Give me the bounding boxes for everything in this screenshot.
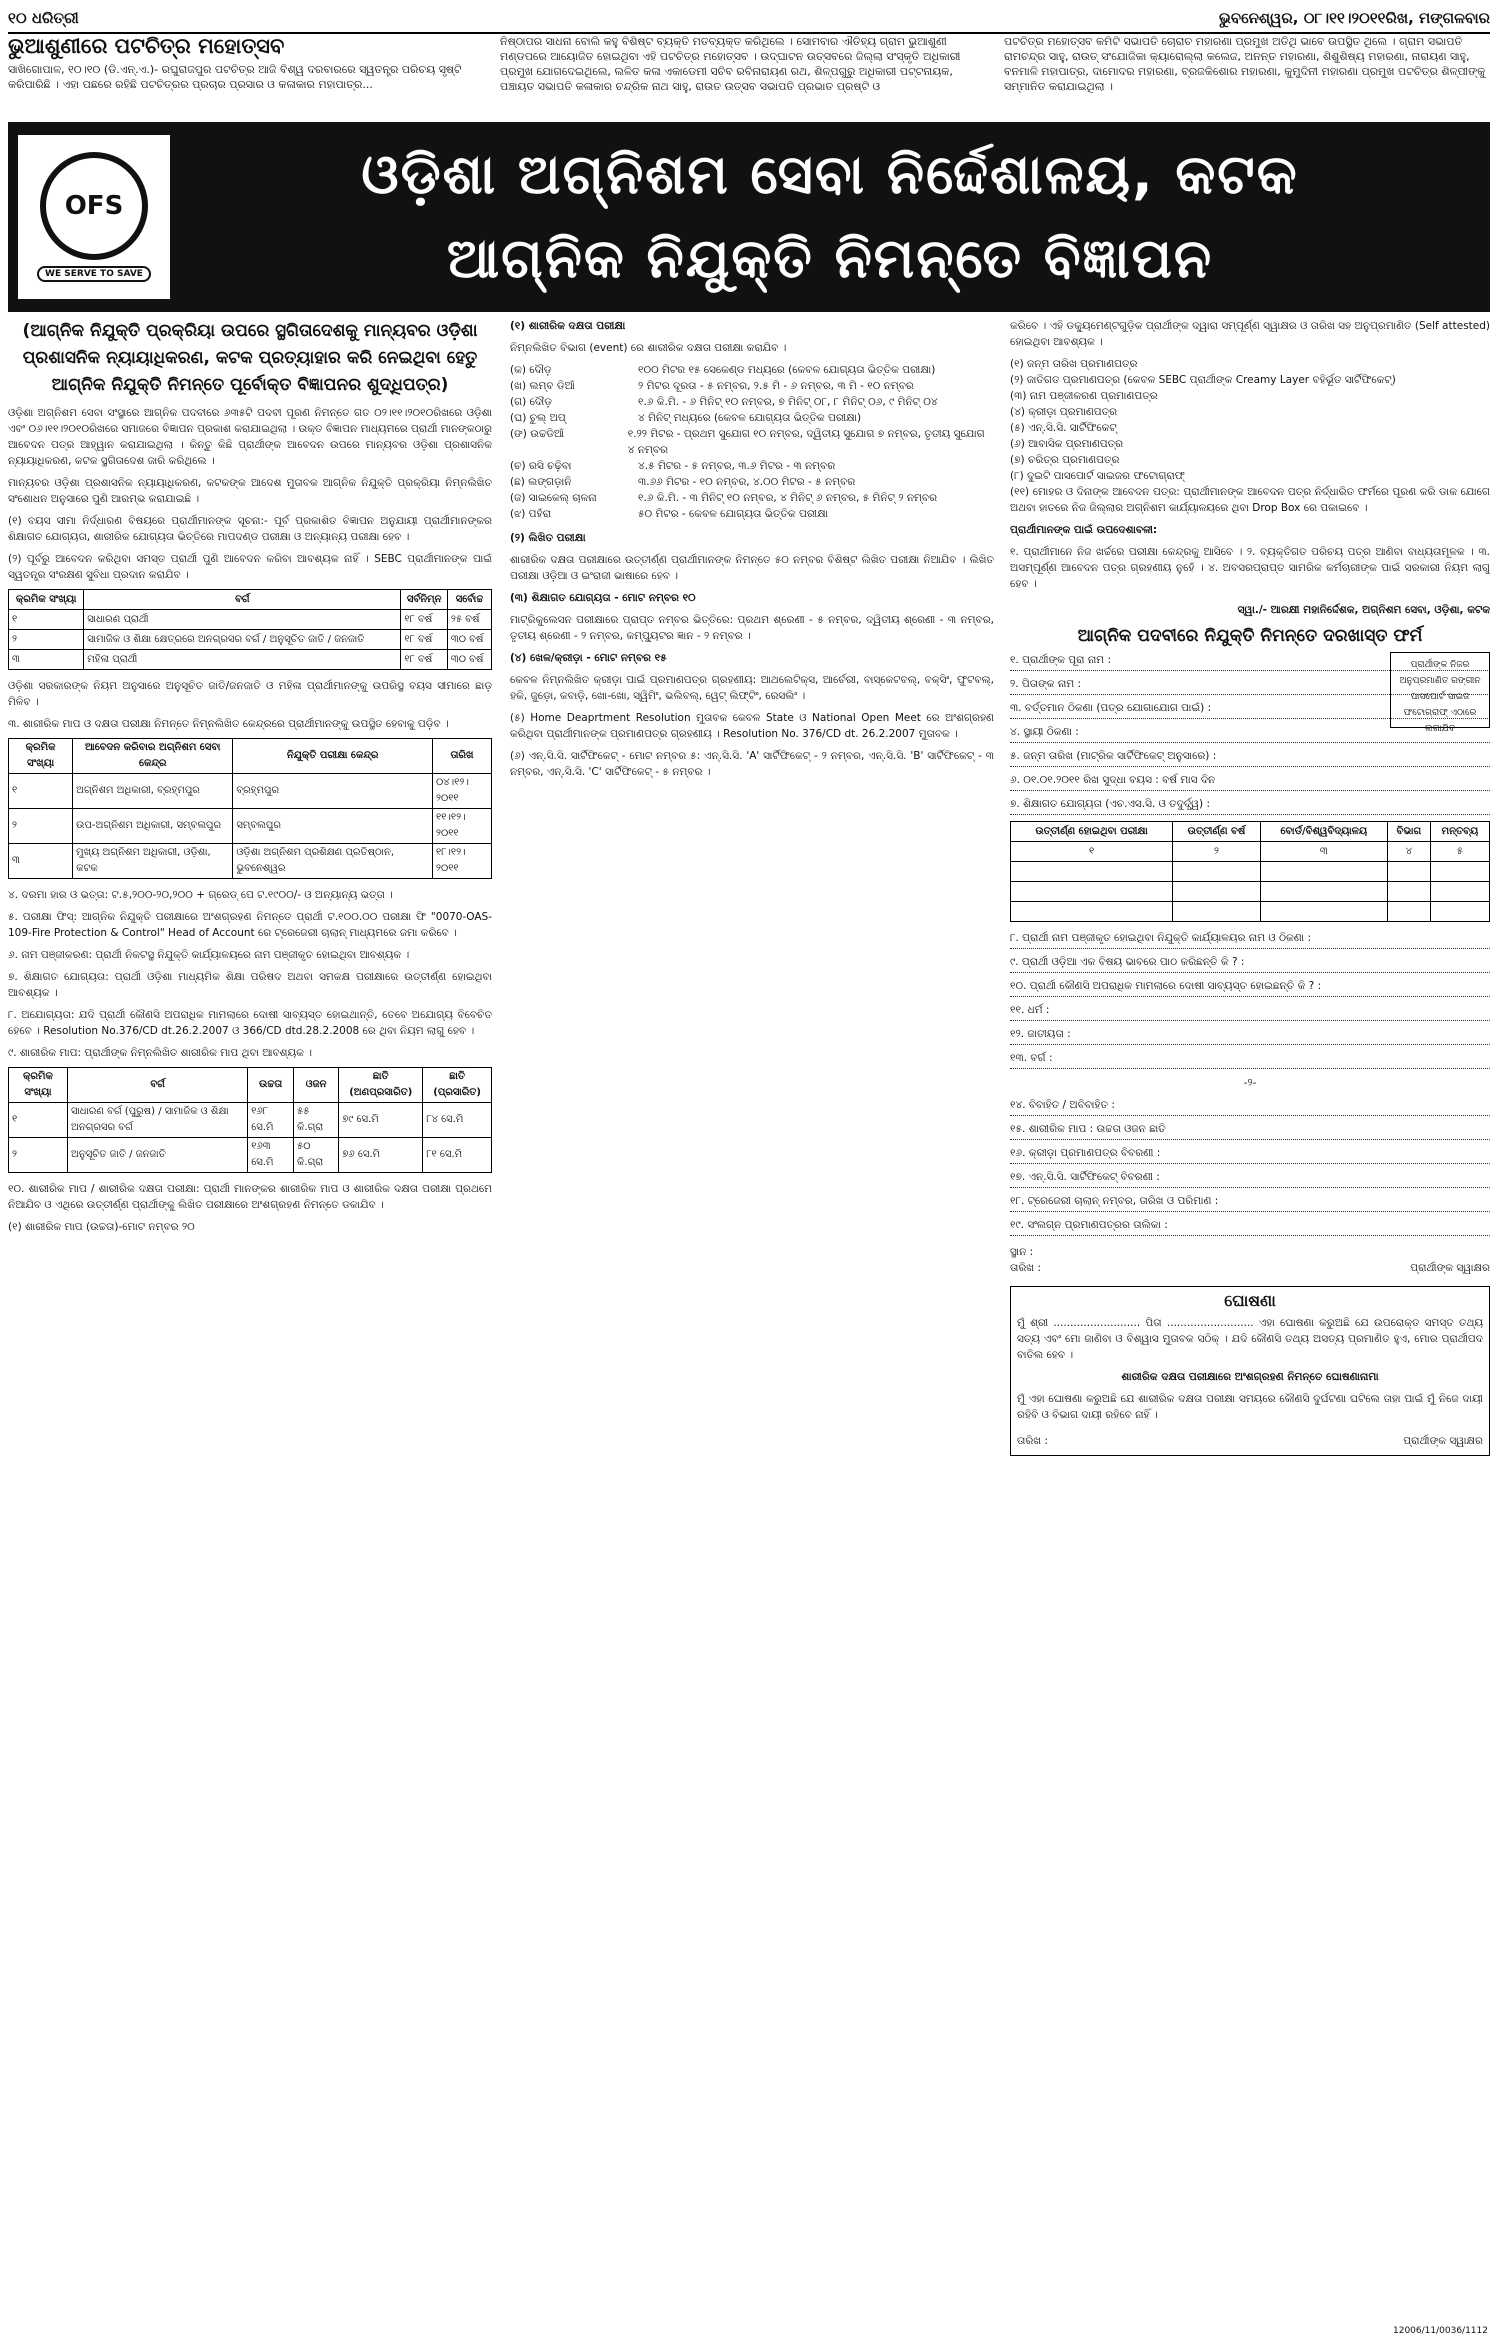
form-field: ୧. ପ୍ରାର୍ଥୀଙ୍କ ପୂରା ନାମ :: [1010, 652, 1490, 671]
section-heading: (୨) ଲିଖିତ ପରୀକ୍ଷା: [510, 532, 586, 544]
table-cell: ୧୮ ବର୍ଷ: [401, 650, 447, 670]
banner-title: [170, 133, 1490, 301]
table-header: ଛାତି (ଅଣପ୍ରସାରିତ): [339, 1068, 423, 1103]
table-row: [9, 774, 492, 809]
test-item: [510, 362, 994, 378]
table-header: କ୍ରମିକ ସଂଖ୍ୟା: [9, 739, 73, 774]
para: ୮. ଅଯୋଗ୍ୟତା: ଯଦି ପ୍ରାର୍ଥୀ କୌଣସି ଅପରାଧିକ ମାମଲାରେ ଦୋଷୀ ସାବ୍ୟସ୍ତ ହୋଇଥାନ୍ତି, ତେବେ ଅଯୋଗ୍ୟ ବିବେଚିତ ହେବେ । Resolution No.376/CD dt.26.2.2007 ଓ 366/CD dtd.28.2.2008 ରେ ଥିବା ନିୟମ ଲାଗୁ ହେବ ।: [8, 1009, 492, 1037]
table-cell: ସମ୍ବଲପୁର: [233, 809, 433, 844]
table-cell: ୮୪ ସେ.ମି: [423, 1103, 492, 1138]
table-cell: ୩: [1260, 842, 1387, 862]
para: (୨) ପୂର୍ବରୁ ଆବେଦନ କରିଥିବା ସମସ୍ତ ପ୍ରାର୍ଥୀ ପୁଣି ଆବେଦନ କରିବା ଆବଶ୍ୟକ ନାହିଁ । SEBC ପ୍ରାର୍ଥୀମାନଙ୍କ ପାଇଁ ସ୍ୱତନ୍ତ୍ର ସଂରକ୍ଷଣ ସୁବିଧା ପ୍ରଦାନ କରାଯିବ ।: [8, 553, 492, 581]
table-row: [9, 809, 492, 844]
para: ୩. ଶାରୀରିକ ମାପ ଓ ଦକ୍ଷତା ପରୀକ୍ଷା ନିମନ୍ତେ ନିମ୍ନଲିଖିତ କେନ୍ଦ୍ରରେ ପ୍ରାର୍ଥୀମାନଙ୍କୁ ଉପସ୍ଥିତ ହେବାକୁ ପଡ଼ିବ ।: [8, 718, 449, 730]
form-field: ୯. ପ୍ରାର୍ଥୀ ଓଡ଼ିଆ ଏକ ବିଷୟ ଭାବରେ ପାଠ କରିଛନ୍ତି କି ? :: [1010, 954, 1490, 973]
page-number: ୧୦ ଧରିତ୍ରୀ: [8, 9, 79, 27]
corrigendum-heading: (ଆଗ୍ନିକ ନିଯୁକ୍ତି ପ୍ରକ୍ରିୟା ଉପରେ ସ୍ଥଗିତାଦେଶକୁ ମାନ୍ୟବର ଓଡ଼ିଶା ପ୍ରଶାସନିକ ନ୍ୟାୟାଧିକରଣ, କଟକ ପ୍ରତ୍ୟାହାର କରି ନେଇଥିବା ହେତୁ ଆଗ୍ନିକ ନିଯୁକ୍ତି ନିମନ୍ତେ ପୂର୍ବୋକ୍ତ ବିଜ୍ଞାପନର ଶୁଦ୍ଧିପତ୍ର): [22, 321, 478, 395]
table-header: ସର୍ବୋଚ୍ଚ: [447, 590, 491, 610]
declaration-sign-row: [1017, 1433, 1483, 1449]
table-row: [9, 610, 492, 630]
table-cell: ୨୫ ବର୍ଷ: [447, 610, 491, 630]
table-cell: ୩: [9, 650, 84, 670]
declaration-box: [1010, 1286, 1490, 1456]
table-cell: ୪: [1387, 842, 1430, 862]
table-cell: ସାଧାରଣ ବର୍ଗ (ପୁରୁଷ) / ସାମାଜିକ ଓ ଶିକ୍ଷା ଅନଗ୍ରସର ବର୍ଗ: [67, 1103, 247, 1138]
para: (୬) ଏନ୍‌.ସି.ସି. ସାର୍ଟିଫିକେଟ୍ - ମୋଟ ନମ୍ବର ୫: ଏନ୍‌.ସି.ସି. 'A' ସାର୍ଟିଫିକେଟ୍ - ୨ ନମ୍ବର, ଏନ୍‌.ସି.ସି. 'B' ସାର୍ଟିଫିକେଟ୍ - ୩ ନମ୍ବର, ଏନ୍‌.ସି.ସି. 'C' ସାର୍ଟିଫିକେଟ୍ - ୫ ନମ୍ବର ।: [510, 750, 994, 778]
para: ୭. ଶିକ୍ଷାଗତ ଯୋଗ୍ୟତା: ପ୍ରାର୍ଥୀ ଓଡ଼ିଶା ମାଧ୍ୟମିକ ଶିକ୍ଷା ପରିଷଦ ଅଥବା ସମକକ୍ଷ ପରୀକ୍ଷାରେ ଉତ୍ତୀର୍ଣ୍ଣ ହୋଇଥିବା ଆବଶ୍ୟକ ।: [8, 971, 492, 999]
table-header: ବର୍ଗ: [67, 1068, 247, 1103]
table-header: ନିଯୁକ୍ତି ପରୀକ୍ଷା କେନ୍ଦ୍ର: [233, 739, 433, 774]
test-detail: ୧.୬ କି.ମି. - ୩ ମିନିଟ୍ ୧୦ ନମ୍ବର, ୪ ମିନିଟ୍ ୬ ନମ୍ବର, ୫ ମିନିଟ୍ ୨ ନମ୍ବର: [638, 492, 938, 504]
table-cell: [1387, 902, 1430, 922]
table-row: [1011, 842, 1490, 862]
table-cell: ୫୦ କି.ଗ୍ରା: [294, 1138, 339, 1173]
table-cell: ୫: [1430, 842, 1489, 862]
table-header: ବର୍ଗ: [84, 590, 401, 610]
table-cell: ୧୬୮ ସେ.ମି: [248, 1103, 294, 1138]
table-cell: ସାଧାରଣ ପ୍ରାର୍ଥୀ: [84, 610, 401, 630]
para: ଓଡ଼ିଶା ସରକାରଙ୍କ ନିୟମ ଅନୁସାରେ ଅନୁସୂଚିତ ଜାତି/ଜନଜାତି ଓ ମହିଳା ପ୍ରାର୍ଥୀମାନଙ୍କୁ ଉପରିସ୍ଥ ବୟସ ସୀମାରେ ଛାଡ଼ ମିଳିବ ।: [8, 680, 492, 708]
section-heading: ପ୍ରାର୍ଥୀମାନଙ୍କ ପାଇଁ ଉପଦେଶାବଳୀ:: [1010, 524, 1158, 536]
table-cell: ଉପ-ଅଗ୍ନିଶମ ଅଧିକାରୀ, ସମ୍ବଲପୁର: [73, 809, 233, 844]
header-date: ଭୁବନେଶ୍ୱର, ୦୮।୧୧।୨୦୧୧ରିଖ, ମଙ୍ଗଳବାର: [1219, 9, 1490, 27]
issuer-signature: ସ୍ୱା./- ଆରକ୍ଷୀ ମହାନିର୍ଦ୍ଦେଶକ, ଅଗ୍ନିଶମ ସେବା, ଓଡ଼ିଶା, କଟକ: [1237, 604, 1490, 616]
form-field: ୫. ଜନ୍ମ ତାରିଖ (ମାଟ୍ରିକ ସାର୍ଟିଫିକେଟ୍ ଅନୁସାରେ) :: [1010, 748, 1490, 767]
para: (୧) ଶାରୀରିକ ମାପ (ଉଚ୍ଚତା)-ମୋଟ ନମ୍ବର ୨୦: [8, 1221, 195, 1233]
page-marker: -୨-: [1243, 1077, 1257, 1089]
table-cell: ୧୮।୧୨।୨୦୧୧: [432, 844, 491, 879]
news-article-col1: [8, 34, 488, 120]
form-field: ୧୪. ବିବାହିତ / ଅବିବାହିତ :: [1010, 1097, 1490, 1116]
table-row: [9, 1138, 492, 1173]
logo-emblem-icon: OFS: [40, 152, 148, 260]
news-text-3: ପଟଚିତ୍ର ମହୋତ୍ସବ କମିଟି ସଭାପତି ଚୋରାଚ ମହାରଣା ପ୍ରମୁଖ ଅତିଥି ଭାବେ ଉପସ୍ଥିତ ଥିଲେ । ଗ୍ରାମ ସଭାପତି ରାମଚନ୍ଦ୍ର ସାହୁ, ରାଉତ୍‌ ସଂଯୋଜିକା କ୍ୟାରୋଲ୍ଲା କଲେଜ, ଅନନ୍ତ ମହାରଣା, ଶିଶୁଶିଷ୍ୟ ମହାରଣା, ନାରାୟଣ ସାହୁ, ବନମାଳି ମହାପାତ୍ର, ଦାମୋଦର ମହାରଣା, ବ୍ରଜକିଶୋର ମହାରଣା, କୁମୁଦିନୀ ମହାରଣା ପ୍ରମୁଖ ପଟଚିତ୍ର ଶିଳ୍ପୀଙ୍କୁ ସମ୍ମାନିତ କରାଯାଇଥିଲା ।: [1004, 35, 1486, 93]
date-label: ତାରିଖ :: [1010, 1262, 1042, 1274]
para: ମାନ୍ୟବର ଓଡ଼ିଶା ପ୍ରଶାସନିକ ନ୍ୟାୟାଧିକରଣ, କଟକଙ୍କ ଆଦେଶ ମୁତାବକ ଆଗ୍ନିକ ନିଯୁକ୍ତି ପ୍ରକ୍ରିୟା ନିମ୍ନଲିଖିତ ସଂଶୋଧନ ଅନୁସାରେ ପୁଣି ଆରମ୍ଭ କରାଯାଇଛି ।: [8, 477, 492, 505]
form-field: ୭. ଶିକ୍ଷାଗତ ଯୋଗ୍ୟତା (ଏଚ.ଏସ.ସି. ଓ ତଦୁର୍ଦ୍ଧ୍ୱ) :: [1010, 796, 1490, 815]
table-cell: ମୁଖ୍ୟ ଅଗ୍ନିଶମ ଅଧିକାରୀ, ଓଡ଼ିଶା, କଟକ: [73, 844, 233, 879]
exam-center-table: [8, 738, 492, 879]
table-cell: [1173, 902, 1261, 922]
para: ଓଡ଼ିଶା ଅଗ୍ନିଶମ ସେବା ସଂସ୍ଥାରେ ଆଗ୍ନିକ ପଦବୀରେ ୬୩୫ଟି ପଦବୀ ପୂରଣ ନିମନ୍ତେ ଗତ ୦୨।୧୧।୨୦୧୦ରିଖରେ ଓଡ଼ିଶା ଏବଂ ୦୬।୧୧।୨୦୧୦ରିଖରେ ସମାଜରେ ବିଜ୍ଞାପନ ପ୍ରକାଶ କରାଯାଇଥିଲା । ଉକ୍ତ ବିଜ୍ଞାପନ ମାଧ୍ୟମରେ ପ୍ରାର୍ଥୀ ମାନଙ୍କଠାରୁ ଆବେଦନ ପତ୍ର ଆହ୍ୱାନ କରାଯାଇଥିଲା । କିନ୍ତୁ କିଛି ପ୍ରାର୍ଥୀଙ୍କ ଆବେଦନ ଉପରେ ମାନ୍ୟବର ଓଡ଼ିଶା ପ୍ରଶାସନିକ ନ୍ୟାୟାଧିକରଣ, କଟକ ସ୍ଥଗିତାଦେଶ ଜାରି କରିଥିଲେ ।: [8, 407, 492, 467]
section-heading: (୧) ଶାରୀରିକ ଦକ୍ଷତା ପରୀକ୍ଷା: [510, 320, 626, 332]
table-cell: [1430, 902, 1489, 922]
test-name: (ଙ) ଉଚ୍ଚଡିଆଁ: [510, 428, 565, 440]
table-cell: [1387, 862, 1430, 882]
test-name: (ଗ) ଦୌଡ଼: [510, 396, 552, 408]
table-cell: ୧୬୩ ସେ.ମି: [248, 1138, 294, 1173]
logo-motto: WE SERVE TO SAVE: [37, 266, 151, 282]
form-field: ୧୨. ଜାତୀୟତା :: [1010, 1026, 1490, 1045]
table-cell: ବ୍ରହ୍ମପୁର: [233, 774, 433, 809]
form-field: ୪. ସ୍ଥାୟୀ ଠିକଣା :: [1010, 724, 1490, 743]
form-field: ୩. ବର୍ତ୍ତମାନ ଠିକଣା (ପତ୍ର ଯୋଗାଯୋଗ ପାଇଁ) :: [1010, 700, 1490, 719]
declaration-text: ମୁଁ ଏହା ଘୋଷଣା କରୁଅଛି ଯେ ଶାରୀରିକ ଦକ୍ଷତା ପରୀକ୍ଷା ସମୟରେ କୌଣସି ଦୁର୍ଘଟଣା ଘଟିଲେ ତାହା ପାଇଁ ମୁଁ ନିଜେ ଦାୟୀ ରହିବି ଓ ବିଭାଗ ଦାୟୀ ରହିବେ ନାହିଁ ।: [1017, 1393, 1483, 1421]
place-label: ସ୍ଥାନ :: [1010, 1246, 1034, 1258]
ofs-logo: [18, 135, 170, 299]
news-article-col3: [1004, 34, 1490, 120]
table-cell: ୩୦ ବର୍ଷ: [447, 650, 491, 670]
test-detail: ୫୦ ମିଟର - କେବଳ ଯୋଗ୍ୟତା ଭିତ୍ତିକ ପରୀକ୍ଷା: [638, 508, 829, 520]
section-heading: (୩) ଶିକ୍ଷାଗତ ଯୋଗ୍ୟତା - ମୋଟ ନମ୍ବର ୧୦: [510, 592, 696, 604]
table-cell: ୩: [9, 844, 73, 879]
table-cell: [1011, 902, 1173, 922]
age-limit-table: [8, 589, 492, 670]
list-item: (୨) ଜାତିଗତ ପ୍ରମାଣପତ୍ର (କେବଳ SEBC ପ୍ରାର୍ଥୀଙ୍କ Creamy Layer ବହିର୍ଭୂତ ସାର୍ଟିଫିକେଟ୍): [1010, 374, 1396, 386]
table-header: ଓଜନ: [294, 1068, 339, 1103]
table-cell: ୨: [9, 809, 73, 844]
table-cell: ଓଡ଼ିଶା ଅଗ୍ନିଶମ ପ୍ରଶିକ୍ଷଣ ପ୍ରତିଷ୍ଠାନ, ଭୁବନେଶ୍ୱର: [233, 844, 433, 879]
table-header: ଉତ୍ତୀର୍ଣ୍ଣ ହୋଇଥିବା ପରୀକ୍ଷା: [1011, 822, 1173, 842]
test-detail: ୩.୬୬ ମିଟର - ୧୦ ନମ୍ବର, ୪.୦୦ ମିଟର - ୫ ନମ୍ବର: [638, 476, 856, 488]
list-item: (୮) ଦୁଇଟି ପାସପୋର୍ଟ ସାଇଜର ଫଟୋଗ୍ରାଫ୍: [1010, 470, 1185, 482]
news-text-1: ସାଖିଗୋପାଳ, ୧୦।୧୦ (ଡି.ଏନ୍‌.ଏ.)- ରଘୁରାଜପୁର ପଟଚିତ୍ର ଆଜି ବିଶ୍ୱ ଦରବାରରେ ସ୍ୱତନ୍ତ୍ର ପରିଚୟ ସୃଷ୍ଟି କରିପାରିଛି । ଏହା ପଛରେ ରହିଛି ପଟଚିତ୍ରର ପ୍ରଚାର ପ୍ରସାର ଓ କଳାକାର ମହାପାତ୍ର...: [8, 63, 462, 91]
table-cell: ୩୦ ବର୍ଷ: [447, 630, 491, 650]
table-cell: [1430, 882, 1489, 902]
table-cell: [1173, 862, 1261, 882]
test-name: (ଖ) ଲମ୍ବ ଡିଆଁ: [510, 380, 575, 392]
ad-column-2: [510, 318, 994, 2328]
table-header: ଛାତି (ପ୍ରସାରିତ): [423, 1068, 492, 1103]
test-detail: ୧.୬ କି.ମି. - ୬ ମିନିଟ୍ ୧୦ ନମ୍ବର, ୭ ମିନିଟ୍ ୦୮, ୮ ମିନିଟ୍ ୦୬, ୯ ମିନିଟ୍ ୦୪: [638, 396, 938, 408]
test-detail: ୧୦୦ ମିଟର ୧୫ ସେକେଣ୍ଡ ମଧ୍ୟରେ (କେବଳ ଯୋଗ୍ୟତା ଭିତ୍ତିକ ପରୀକ୍ଷା): [638, 364, 936, 376]
table-cell: ୭୬ ସେ.ମି: [339, 1138, 423, 1173]
table-cell: ୧୮ ବର୍ଷ: [401, 630, 447, 650]
table-header: ସର୍ବନିମ୍ନ: [401, 590, 447, 610]
test-name: (ଘ) ଚୁଲ୍ ଅପ୍: [510, 412, 566, 424]
table-row: [9, 630, 492, 650]
table-cell: [1430, 862, 1489, 882]
form-field: ୧୦. ପ୍ରାର୍ଥୀ କୌଣସି ଅପରାଧିକ ମାମଲାରେ ଦୋଷୀ ସାବ୍ୟସ୍ତ ହୋଇଛନ୍ତି କି ? :: [1010, 978, 1490, 997]
form-field: ୧୮. ଟ୍ରେଜେରୀ ଚାଲାନ୍ ନମ୍ବର, ତାରିଖ ଓ ପରିମାଣ :: [1010, 1193, 1490, 1212]
test-item: [510, 426, 994, 458]
para: ୪. ଦରମା ହାର ଓ ଭତ୍ତା: ଟ.୫,୨୦୦-୨୦,୨୦୦ + ଗ୍ରେଡ୍ ପେ ଟ.୧୯୦୦/- ଓ ଅନ୍ୟାନ୍ୟ ଭତ୍ତା ।: [8, 889, 393, 901]
table-header: ତାରିଖ: [432, 739, 491, 774]
table-cell: [1011, 882, 1173, 902]
list-item: (୧) ଜନ୍ମ ତାରିଖ ପ୍ରମାଣପତ୍ର: [1010, 358, 1138, 370]
form-field: ୮. ପ୍ରାର୍ଥୀ ନାମ ପଞ୍ଜୀକୃତ ହୋଇଥିବା ନିଯୁକ୍ତି କାର୍ଯ୍ୟାଳୟର ନାମ ଓ ଠିକଣା :: [1010, 930, 1490, 949]
para: କେବଳ ନିମ୍ନଲିଖିତ କ୍ରୀଡ଼ା ପାଇଁ ପ୍ରମାଣପତ୍ର ଗ୍ରହଣୀୟ: ଆଥଲେଟିକ୍ସ, ଆର୍ଚେରୀ, ବାସ୍କେଟବଲ୍‌, ବକ୍ସିଂ, ଫୁଟବଲ୍‌, ହକି, ଜୁଡ଼ୋ, କବାଡ଼ି, ଖୋ-ଖୋ, ସ୍ୱିମିଂ, ଭଲିବଲ୍‌, ୱେଟ୍ ଲିଫ୍ଟିଂ, ରେସଲିଂ ।: [510, 674, 994, 702]
table-cell: ୨: [9, 1138, 68, 1173]
table-cell: ୧୧।୧୨।୨୦୧୧: [432, 809, 491, 844]
test-item: [510, 410, 994, 426]
news-text-2: ନିଷ୍ଠାପର ସାଧନା ବୋଲି କହୁ ବିଶିଷ୍ଟ ବ୍ୟକ୍ତି ମତବ୍ୟକ୍ତ କରିଥିଲେ । ସୋମବାର ଐତିହ୍ୟ ଗ୍ରାମ ଭୁଆଶୁଣୀ ମଣ୍ଡପରେ ଆୟୋଜିତ ହୋଇଥିବା ଏହି ପଟଚିତ୍ର ମହୋତ୍ସବ । ଉଦ୍‌ଘାଟନ ଉତ୍ସବରେ ଜିଲ୍ଲା ସଂସ୍କୃତି ଅଧିକାରୀ ପ୍ରମୁଖ ଯୋଗଦେଇଥିଲେ, ଲଳିତ କଳା ଏକାଡେମୀ ସଚିବ ରବିନାରାୟଣ ରଥ, ଶିଳ୍ପଗୁରୁ ଅଧିକାରୀ ପଟ୍ଟନାୟକ, ପଞ୍ଚାୟତ ସଭାପତି କଳାକାର ଚନ୍ଦ୍ରିକ ନାଥ ସାହୁ, ରାଉତ ଉତ୍ସବ ସଭାପତି ପ୍ରଭାତ ପ୍ରଷ୍ଟି ଓ: [500, 35, 961, 93]
form-field: ୧୧. ଧର୍ମ :: [1010, 1002, 1490, 1021]
table-cell: ସାମାଜିକ ଓ ଶିକ୍ଷା କ୍ଷେତ୍ରରେ ଅନଗ୍ରସର ବର୍ଗ / ଅନୁସୂଚିତ ଜାତି / ଜନଜାତି: [84, 630, 401, 650]
form-field: ୧୬. କ୍ରୀଡ଼ା ପ୍ରମାଣପତ୍ର ବିବରଣୀ :: [1010, 1145, 1490, 1164]
table-row: [9, 844, 492, 879]
test-item: [510, 506, 994, 522]
form-field: ୧୯. ସଂଲଗ୍ନ ପ୍ରମାଣପତ୍ରର ତାଲିକା :: [1010, 1217, 1490, 1236]
list-item: (୫) ଏନ୍‌.ସି.ସି. ସାର୍ଟିଫିକେଟ୍: [1010, 422, 1117, 434]
declaration-title: ଘୋଷଣା: [1224, 1291, 1276, 1310]
para: (୧) ବୟସ ସୀମା ନିର୍ଦ୍ଧାରଣ ବିଷୟରେ ପ୍ରାର୍ଥୀମାନଙ୍କ ସୂଚନା:- ପୂର୍ବ ପ୍ରକାଶିତ ବିଜ୍ଞାପନ ଅନୁଯାୟୀ ପ୍ରାର୍ଥୀମାନଙ୍କର ଶିକ୍ଷାଗତ ଯୋଗ୍ୟତା, ଶାରୀରିକ ଯୋଗ୍ୟତା ଭିତ୍ତିରେ ମାପଦଣ୍ଡ ପରୀକ୍ଷା ଓ ଅନ୍ୟାନ୍ୟ ପରୀକ୍ଷା ହେବ ।: [8, 515, 492, 543]
table-cell: ଅନୁସୂଚିତ ଜାତି / ଜନଜାତି: [67, 1138, 247, 1173]
table-cell: ୧: [9, 610, 84, 630]
test-detail: ୪ ମିନିଟ୍ ମଧ୍ୟରେ (କେବଳ ଯୋଗ୍ୟତା ଭିତ୍ତିକ ପରୀକ୍ଷା): [638, 412, 862, 424]
table-cell: ୦୪।୧୨।୨୦୧୧: [432, 774, 491, 809]
table-header: ମନ୍ତବ୍ୟ: [1430, 822, 1489, 842]
form-sign-row: [1010, 1244, 1490, 1276]
table-cell: ୧: [9, 1103, 68, 1138]
banner-line-1: ଓଡ଼ିଶା ଅଗ୍ନିଶମ ସେବା ନିର୍ଦ୍ଦେଶାଳୟ, କଟକ: [361, 143, 1299, 206]
para: ୯. ଶାରୀରିକ ମାପ: ପ୍ରାର୍ଥୀଙ୍କ ନିମ୍ନଲିଖିତ ଶାରୀରିକ ମାପ ଥିବା ଆବଶ୍ୟକ ।: [8, 1047, 312, 1059]
table-row: [1011, 902, 1490, 922]
table-cell: [1011, 862, 1173, 882]
para: ନିମ୍ନଲିଖିତ ବିଭାଗ (event) ରେ ଶାରୀରିକ ଦକ୍ଷତା ପରୀକ୍ଷା କରାଯିବ ।: [510, 342, 787, 354]
para: ମାଟ୍ରିକୁଲେସନ ପରୀକ୍ଷାରେ ପ୍ରାପ୍ତ ନମ୍ବର ଭିତ୍ତିରେ: ପ୍ରଥମ ଶ୍ରେଣୀ - ୫ ନମ୍ବର, ଦ୍ୱିତୀୟ ଶ୍ରେଣୀ - ୩ ନମ୍ବର, ତୃତୀୟ ଶ୍ରେଣୀ - ୨ ନମ୍ବର, କମ୍ପ୍ୟୁଟର ଜ୍ଞାନ - ୨ ନମ୍ବର ।: [510, 614, 994, 642]
applicant-signature: ପ୍ରାର୍ଥୀଙ୍କ ସ୍ୱାକ୍ଷର: [1403, 1435, 1483, 1447]
form-field: ୨. ପିତାଙ୍କ ନାମ :: [1010, 676, 1490, 695]
para: ଶାରୀରିକ ଦକ୍ଷତା ପରୀକ୍ଷାରେ ଉତ୍ତୀର୍ଣ୍ଣ ପ୍ରାର୍ଥୀମାନଙ୍କ ନିମନ୍ତେ ୫୦ ନମ୍ବର ବିଶିଷ୍ଟ ଲିଖିତ ପରୀକ୍ଷା ନିଆଯିବ । ଲିଖିତ ପରୀକ୍ଷା ଓଡ଼ିଆ ଓ ଇଂରାଜୀ ଭାଷାରେ ହେବ ।: [510, 554, 994, 582]
table-row: [1011, 862, 1490, 882]
physical-measurement-table: [8, 1067, 492, 1173]
ad-column-1: [8, 318, 492, 2328]
test-item: [510, 490, 994, 506]
page-header: [8, 4, 1490, 34]
declaration-text: ମୁଁ ଶ୍ରୀ .......................... ପିତା .......................... ଏହା ଘୋଷଣା କରୁଅଛି ଯେ ଉପରୋକ୍ତ ସମସ୍ତ ତଥ୍ୟ ସତ୍ୟ ଏବଂ ମୋ ଜାଣିବା ଓ ବିଶ୍ୱାସ ମୁତାବକ ସଠିକ୍ । ଯଦି କୌଣସି ତଥ୍ୟ ଅସତ୍ୟ ପ୍ରମାଣିତ ହୁଏ, ମୋର ପ୍ରାର୍ଥୀପଦ ବାତିଲ ହେବ ।: [1017, 1317, 1483, 1361]
advertisement-banner: [8, 122, 1490, 312]
table-cell: ୧୮ ବର୍ଷ: [401, 610, 447, 630]
table-cell: ୧: [1011, 842, 1173, 862]
test-item: [510, 474, 994, 490]
news-article-col2: [500, 34, 990, 120]
test-item: [510, 458, 994, 474]
para: ୧୦. ଶାରୀରିକ ମାପ / ଶାରୀରିକ ଦକ୍ଷତା ପରୀକ୍ଷା: ପ୍ରାର୍ଥୀ ମାନଙ୍କର ଶାରୀରିକ ମାପ ଓ ଶାରୀରିକ ଦକ୍ଷତା ପରୀକ୍ଷା ପ୍ରଥମେ ନିଆଯିବ ଓ ଏଥିରେ ଉତ୍ତୀର୍ଣ୍ଣ ପ୍ରାର୍ଥୀଙ୍କୁ ଲିଖିତ ପରୀକ୍ଷାରେ ଅଂଶଗ୍ରହଣ ନିମନ୍ତେ ଡକାଯିବ ।: [8, 1183, 492, 1211]
test-detail: ୨ ମିଟର ଦୂରତା - ୫ ନମ୍ବର, ୨.୫ ମି - ୬ ନମ୍ବର, ୩ ମି - ୧୦ ନମ୍ବର: [638, 380, 914, 392]
table-row: [1011, 882, 1490, 902]
banner-line-2: ଆଗ୍ନିକ ନିଯୁକ୍ତି ନିମନ୍ତେ ବିଜ୍ଞାପନ: [446, 227, 1214, 290]
table-header: ବିଭାଗ: [1387, 822, 1430, 842]
table-header: ଆବେଦନ କରିବାର ଅଗ୍ନିଶମ ସେବା କେନ୍ଦ୍ର: [73, 739, 233, 774]
table-cell: [1260, 882, 1387, 902]
test-name: (କ) ଦୌଡ଼: [510, 364, 552, 376]
declaration-subtitle: ଶାରୀରିକ ଦକ୍ଷତା ପରୀକ୍ଷାରେ ଅଂଶଗ୍ରହଣ ନିମନ୍ତେ ଘୋଷଣାନାମା: [1121, 1371, 1379, 1383]
table-cell: [1387, 882, 1430, 902]
table-cell: ୨: [1173, 842, 1261, 862]
table-cell: ୭୯ ସେ.ମି: [339, 1103, 423, 1138]
test-name: (ଛ) ଲଙ୍ଗଡ଼ାନି: [510, 476, 572, 488]
ad-column-3: [1010, 318, 1490, 2328]
news-title: ଭୁଆଶୁଣୀରେ ପଟଚିତ୍ର ମହୋତ୍ସବ: [8, 34, 285, 58]
form-field: ୧୩. ବର୍ଗ :: [1010, 1050, 1490, 1069]
list-item: (୩) ନାମ ପଞ୍ଜୀକରଣ ପ୍ରମାଣପତ୍ର: [1010, 390, 1158, 402]
applicant-signature: ପ୍ରାର୍ଥୀଙ୍କ ସ୍ୱାକ୍ଷର: [1410, 1262, 1490, 1274]
test-name: (ଚ) ରସି ଚଢ଼ିବା: [510, 460, 572, 472]
para: ୧. ପ୍ରାର୍ଥୀମାନେ ନିଜ ଖର୍ଚ୍ଚରେ ପରୀକ୍ଷା କେନ୍ଦ୍ରକୁ ଆସିବେ । ୨. ବ୍ୟକ୍ତିଗତ ପରିଚୟ ପତ୍ର ଆଣିବା ବାଧ୍ୟତାମୂଳକ । ୩. ଅସମ୍ପୂର୍ଣ୍ଣ ଆବେଦନ ପତ୍ର ଗ୍ରହଣୀୟ ନୁହେଁ । ୪. ଅବସରପ୍ରାପ୍ତ ସାମରିକ କର୍ମଚାରୀଙ୍କ ପାଇଁ ସରକାରୀ ନିୟମ ଲାଗୁ ହେବ ।: [1010, 546, 1490, 590]
table-cell: ମହିଳା ପ୍ରାର୍ଥୀ: [84, 650, 401, 670]
document-list: [1010, 356, 1490, 484]
list-item: (୬) ଆବାସିକ ପ୍ରମାଣପତ୍ର: [1010, 438, 1124, 450]
para: ୫. ପରୀକ୍ଷା ଫିସ୍: ଆଗ୍ନିକ ନିଯୁକ୍ତି ପରୀକ୍ଷାରେ ଅଂଶଗ୍ରହଣ ନିମନ୍ତେ ପ୍ରାର୍ଥୀ ଟ.୧୦୦.୦୦ ପରୀକ୍ଷା ଫି "0070-OAS-109-Fire Protection & Control" Head of Account ରେ ଟ୍ରେଜେରୀ ଚାଲାନ୍ ମାଧ୍ୟମରେ ଜମା କରିବେ ।: [8, 911, 492, 939]
table-cell: ୮୧ ସେ.ମି: [423, 1138, 492, 1173]
test-detail: ୪.୫ ମିଟର - ୫ ନମ୍ବର, ୩.୬ ମିଟର - ୩ ନମ୍ବର: [638, 460, 836, 472]
table-header: କ୍ରମିକ ସଂଖ୍ୟା: [9, 1068, 68, 1103]
form-field: ୧୫. ଶାରୀରିକ ମାପ : ଉଚ୍ଚତା ଓଜନ ଛାତି: [1010, 1121, 1490, 1140]
para: ୬. ନାମ ପଞ୍ଜୀକରଣ: ପ୍ରାର୍ଥୀ ନିକଟସ୍ଥ ନିଯୁକ୍ତି କାର୍ଯ୍ୟାଳୟରେ ନାମ ପଞ୍ଜୀକୃତ ହୋଇଥିବା ଆବଶ୍ୟକ ।: [8, 949, 410, 961]
table-cell: ୧: [9, 774, 73, 809]
photo-box: ପ୍ରାର୍ଥୀଙ୍କ ନିଜର ଅନୁପ୍ରମାଣିତ ରଙ୍ଗୀନ ପାସପୋର୍ଟ ସାଇଜ ଫଟୋଗ୍ରାଫ୍ ଏଠାରେ ଲଗାଯିବ: [1390, 652, 1490, 728]
para: (୧୧) ମୋହର ଓ ଦିନାଙ୍କ ଆବେଦନ ପତ୍ର: ପ୍ରାର୍ଥୀମାନଙ୍କ ଆବେଦନ ପତ୍ର ନିର୍ଦ୍ଧାରିତ ଫର୍ମରେ ପୂରଣ କରି ଡାକ ଯୋଗେ ଅଥବା ହାତରେ ନିଜ ଜିଲ୍ଲାର ଅଗ୍ନିଶମ କାର୍ଯ୍ୟାଳୟରେ ଥିବା Drop Box ରେ ପକାଇବେ ।: [1010, 486, 1490, 514]
table-cell: [1260, 902, 1387, 922]
table-row: [9, 1103, 492, 1138]
table-cell: ୫୫ କି.ଗ୍ରା: [294, 1103, 339, 1138]
table-cell: [1260, 862, 1387, 882]
table-cell: [1173, 882, 1261, 902]
list-item: (୪) କ୍ରୀଡ଼ା ପ୍ରମାଣପତ୍ର: [1010, 406, 1118, 418]
para: (୫) Home Deaprtment Resolution ମୁତାବକ କେବଳ State ଓ National Open Meet ରେ ଅଂଶଗ୍ରହଣ କରିଥିବା ପ୍ରାର୍ଥୀମାନଙ୍କ ପ୍ରମାଣପତ୍ର ଗ୍ରହଣୀୟ । Resolution No. 376/CD dt. 26.2.2007 ମୁତାବକ ।: [510, 712, 994, 740]
test-item: [510, 394, 994, 410]
test-item: [510, 378, 994, 394]
form-field: ୬. ୦୧.୦୧.୨୦୧୧ ରିଖ ସୁଦ୍ଧା ବୟସ : ବର୍ଷ ମାସ ଦିନ: [1010, 772, 1490, 791]
test-name: (ଝ) ପହଁରା: [510, 508, 551, 520]
application-form-title: ଆଗ୍ନିକ ପଦବୀରେ ନିଯୁକ୍ତି ନିମନ୍ତେ ଦରଖାସ୍ତ ଫର୍ମ: [1077, 626, 1423, 646]
table-header: ଉଚ୍ଚତା: [248, 1068, 294, 1103]
education-table: [1010, 821, 1490, 922]
test-name: (ଜ) ସାଇକେଲ୍ ଚାଳନା: [510, 492, 597, 504]
list-item: (୭) ଚରିତ୍ର ପ୍ରମାଣପତ୍ର: [1010, 454, 1120, 466]
table-cell: ଅଗ୍ନିଶମ ଅଧିକାରୀ, ବ୍ରହ୍ମପୁର: [73, 774, 233, 809]
ad-reference-number: 12006/11/0036/1112: [1393, 2326, 1488, 2336]
form-field: ୧୭. ଏନ୍‌.ସି.ସି. ସାର୍ଟିଫିକେଟ୍ ବିବରଣୀ :: [1010, 1169, 1490, 1188]
table-header: ଉତ୍ତୀର୍ଣ୍ଣ ବର୍ଷ: [1173, 822, 1261, 842]
date-label: ତାରିଖ :: [1017, 1435, 1049, 1447]
para: କରିବେ । ଏହି ଡକ୍ୟୁମେଣ୍ଟଗୁଡ଼ିକ ପ୍ରାର୍ଥୀଙ୍କ ଦ୍ୱାରା ସମ୍ପୂର୍ଣ୍ଣ ସ୍ୱାକ୍ଷର ଓ ତାରିଖ ସହ ଅନୁପ୍ରମାଣିତ (Self attested) ହୋଇଥିବା ଆବଶ୍ୟକ ।: [1010, 320, 1490, 348]
table-row: [9, 650, 492, 670]
test-detail: ୧.୨୨ ମିଟର - ପ୍ରଥମ ସୁଯୋଗ ୧୦ ନମ୍ବର, ଦ୍ୱିତୀୟ ସୁଯୋଗ ୭ ନମ୍ବର, ତୃତୀୟ ସୁଯୋଗ ୪ ନମ୍ବର: [627, 428, 985, 456]
table-header: ବୋର୍ଡ/ବିଶ୍ୱବିଦ୍ୟାଳୟ: [1260, 822, 1387, 842]
table-header: କ୍ରମିକ ସଂଖ୍ୟା: [9, 590, 84, 610]
section-heading: (୪) ଖେଳ/କ୍ରୀଡ଼ା - ମୋଟ ନମ୍ବର ୧୫: [510, 652, 667, 664]
table-cell: ୨: [9, 630, 84, 650]
